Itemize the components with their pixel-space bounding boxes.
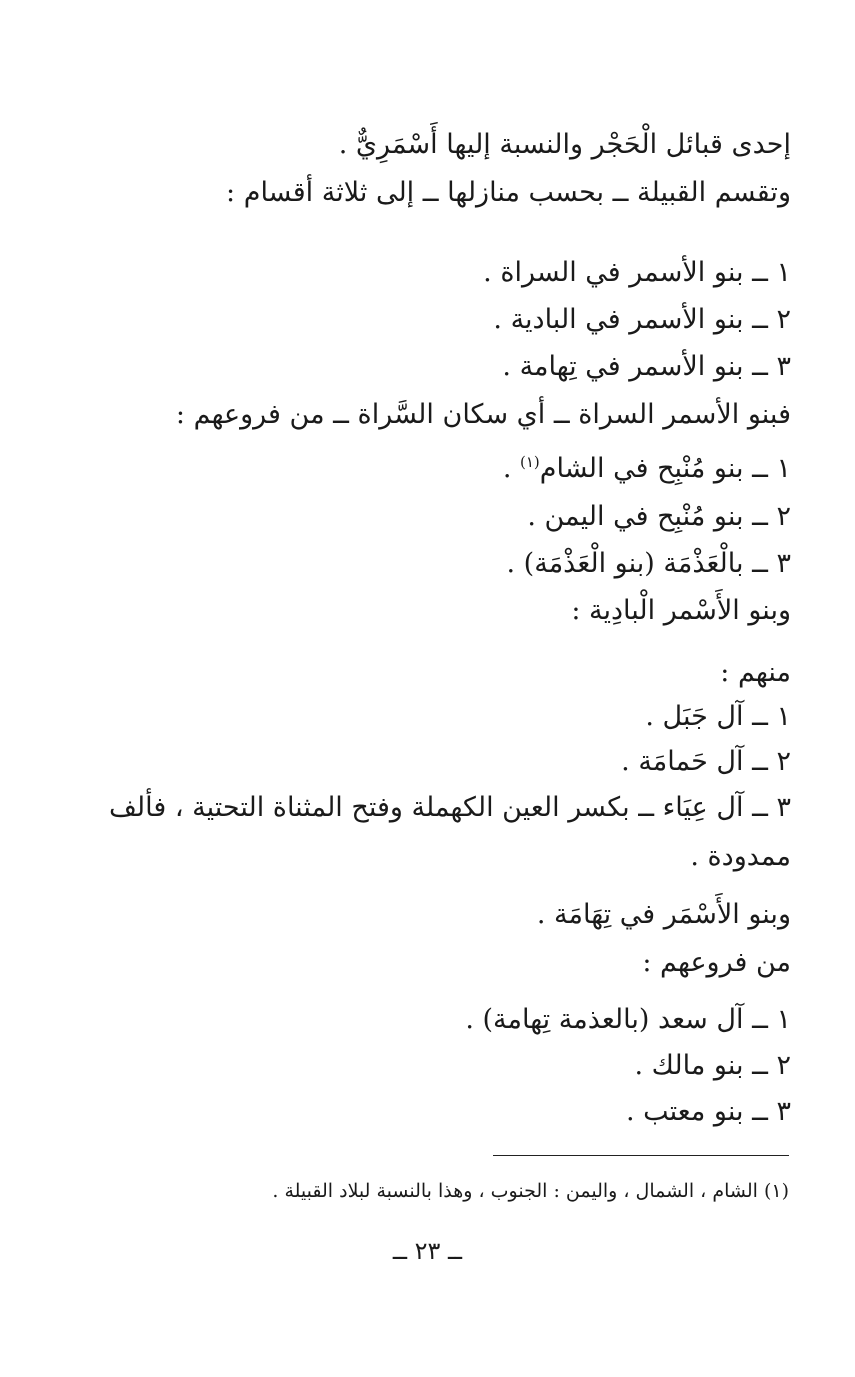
list-item-badia-1: ١ ــ آل جَبَل . (645, 701, 791, 732)
list-item-sarat-3: ٣ ــ بالْعَذْمَة (بنو الْعَذْمَة) . (506, 548, 791, 579)
list-item-2: ٢ ــ بنو الأسمر في البادية . (493, 304, 791, 335)
footnote: (١) الشام ، الشمال ، واليمن : الجنوب ، وهذا بالنسبة لبلاد القبيلة . (272, 1180, 789, 1202)
text-line-minhum: منهم : (720, 657, 791, 688)
list-item-sarat-1-end: . (502, 453, 520, 484)
page-number: ــ ٢٣ ــ (392, 1237, 463, 1265)
text-line-tihama: وبنو الأَسْمَر في تِهَامَة . (536, 899, 791, 930)
text-line-2: وتقسم القبيلة ــ بحسب منازلها ــ إلى ثلاثة أقسام : (226, 177, 791, 208)
list-item-sarat-2: ٢ ــ بنو مُنْبِح في اليمن . (527, 501, 791, 532)
list-item-3: ٣ ــ بنو الأسمر في تِهامة . (502, 351, 791, 382)
list-item-badia-2: ٢ ــ آل حَمامَة . (621, 746, 791, 777)
list-item-badia-3: ٣ ــ آل عِيَاء ــ بكسر العين الكهملة وفتح المثناة التحتية ، فألف (108, 792, 791, 823)
list-item-1: ١ ــ بنو الأسمر في السراة . (483, 257, 791, 288)
text-line-mamduda: ممدودة . (690, 841, 791, 872)
text-line-sarat: فبنو الأسمر السراة ــ أي سكان السَّراة ــ من فروعهم : (175, 399, 791, 430)
list-item-sarat-1 (503, 452, 791, 492)
text-line-1: إحدى قبائل الْحَجْر والنسبة إليها أَسْمَرِيٌّ . (338, 129, 791, 160)
text-line-badia: وبنو الأَسْمر الْبادِية : (571, 595, 791, 626)
footnote-divider (493, 1155, 789, 1156)
footnote-marker: (١) (520, 453, 540, 471)
list-item-tihama-3: ٣ ــ بنو معتب . (625, 1096, 791, 1127)
list-item-tihama-2: ٢ ــ بنو مالك . (634, 1050, 791, 1081)
text-line-furu: من فروعهم : (642, 947, 791, 978)
list-item-tihama-1: ١ ــ آل سعد (بالعذمة تِهامة) . (465, 1004, 791, 1035)
list-item-sarat-1-text: ١ ــ بنو مُنْبِح في الشام (539, 453, 791, 484)
